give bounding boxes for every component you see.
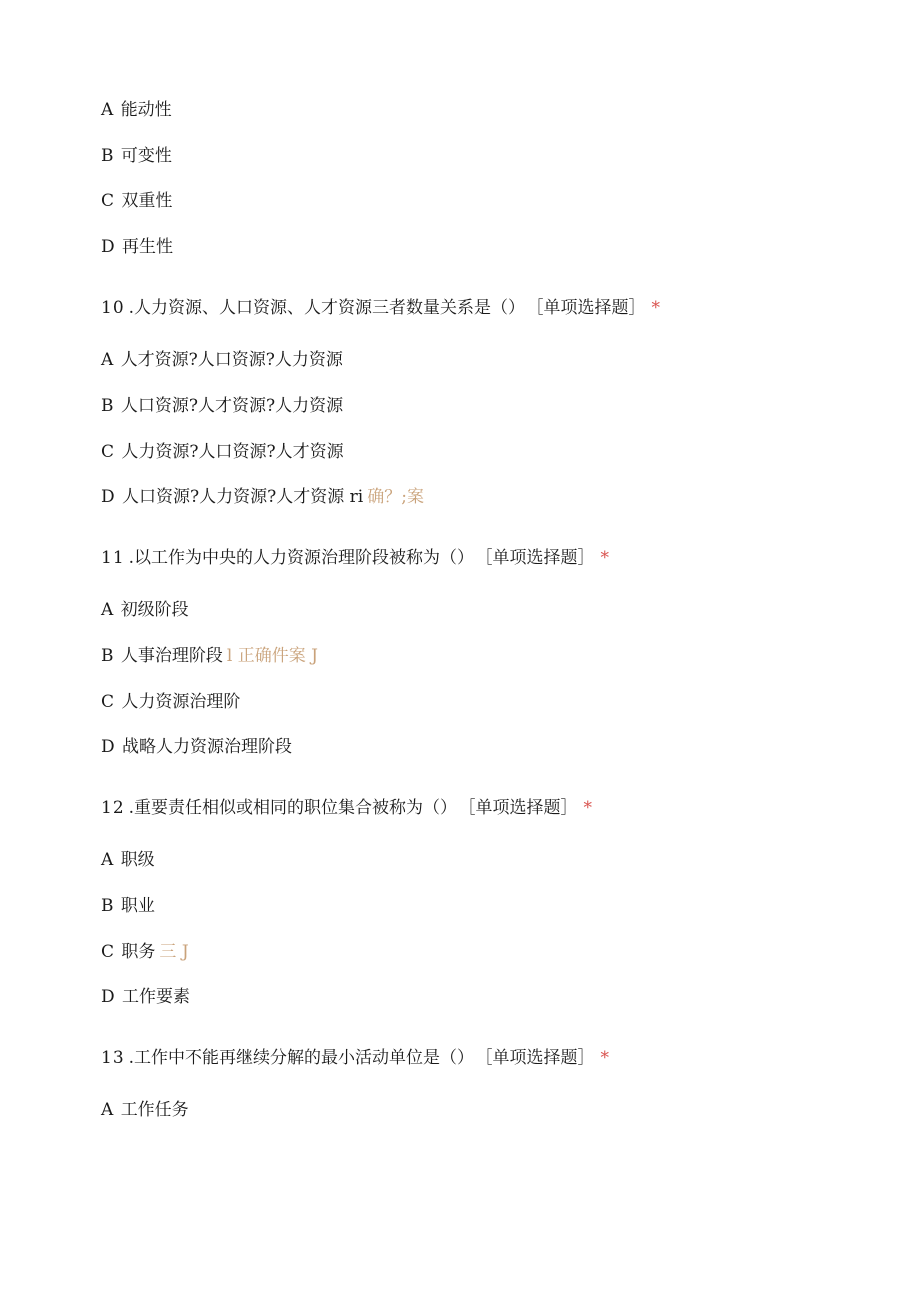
required-marker: * (651, 298, 661, 318)
option-letter: C (101, 942, 115, 962)
option-row[interactable] (101, 691, 240, 713)
option-text: 人事治理阶段 (120, 646, 223, 666)
option-text: 人才资源?人口资源?人力资源 (120, 350, 343, 370)
option-letter: B (101, 646, 114, 666)
option-row[interactable] (101, 441, 344, 463)
question-type: ［单项选择题］ (467, 798, 578, 818)
option-text: 人口资源?人才资源?人力资源 (120, 396, 344, 416)
option-row[interactable] (101, 395, 343, 417)
question-text: .人力资源、人口资源、人才资源三者数量关系是（） (128, 298, 526, 318)
question-title (101, 297, 660, 319)
option-row[interactable] (101, 599, 189, 621)
required-marker: * (600, 548, 610, 568)
option-text: 人力资源治理阶 (121, 692, 241, 712)
option-text: 职级 (120, 850, 155, 870)
option-letter: B (101, 896, 114, 916)
question-number: 10 (101, 298, 125, 318)
option-text: 双重性 (121, 191, 173, 211)
option-letter: A (101, 850, 114, 870)
question-type: ［单项选择题］ (535, 298, 646, 318)
option-letter: C (101, 692, 115, 712)
option-row[interactable] (101, 849, 155, 871)
question-type: ［单项选择题］ (484, 548, 595, 568)
option-text: 人力资源?人口资源?人才资源 (121, 442, 344, 462)
option-row[interactable] (101, 486, 424, 508)
option-text: 人口资源?人力资源?人才资源 ri (122, 487, 364, 507)
option-text: 初级阶段 (120, 600, 189, 620)
option-row[interactable] (101, 941, 189, 963)
question-title (101, 547, 609, 569)
question-number: 11 (101, 548, 125, 568)
option-row[interactable] (101, 236, 173, 258)
option-text: 职业 (120, 896, 155, 916)
answer-note: 确？;案 (367, 487, 424, 507)
option-row[interactable] (101, 190, 172, 212)
option-text: 战略人力资源治理阶段 (122, 737, 293, 757)
option-text: 能动性 (120, 100, 172, 120)
option-letter: C (101, 191, 115, 211)
option-letter: B (101, 396, 114, 416)
option-letter: A (101, 100, 114, 120)
question-text: .工作中不能再继续分解的最小活动单位是（） (128, 1048, 475, 1068)
option-letter: D (101, 487, 115, 507)
required-marker: * (600, 1048, 610, 1068)
option-letter: A (101, 350, 114, 370)
answer-note: l 正确件案 J (226, 646, 318, 666)
question-title (101, 1047, 609, 1069)
option-row[interactable] (101, 1099, 189, 1121)
option-text: 可变性 (120, 146, 172, 166)
option-text: 工作要素 (122, 987, 191, 1007)
option-letter: A (101, 1100, 114, 1120)
option-row[interactable] (101, 349, 343, 371)
question-text: .重要责任相似或相同的职位集合被称为（） (128, 798, 458, 818)
option-letter: D (101, 237, 115, 257)
option-text: 工作任务 (120, 1100, 189, 1120)
answer-note: 三 J (159, 942, 189, 962)
option-text: 职务 (121, 942, 156, 962)
option-row[interactable] (101, 99, 172, 121)
option-row[interactable] (101, 736, 292, 758)
question-title (101, 797, 592, 819)
option-text: 再生性 (122, 237, 174, 257)
option-letter: D (101, 987, 115, 1007)
option-row[interactable] (101, 645, 318, 667)
question-type: ［单项选择题］ (484, 1048, 595, 1068)
question-number: 12 (101, 798, 125, 818)
option-letter: A (101, 600, 114, 620)
option-row[interactable] (101, 986, 190, 1008)
question-number: 13 (101, 1048, 125, 1068)
option-letter: D (101, 737, 115, 757)
required-marker: * (583, 798, 593, 818)
question-text: .以工作为中央的人力资源治理阶段被称为（） (128, 548, 475, 568)
option-row[interactable] (101, 145, 172, 167)
option-letter: C (101, 442, 115, 462)
option-letter: B (101, 146, 114, 166)
option-row[interactable] (101, 895, 155, 917)
